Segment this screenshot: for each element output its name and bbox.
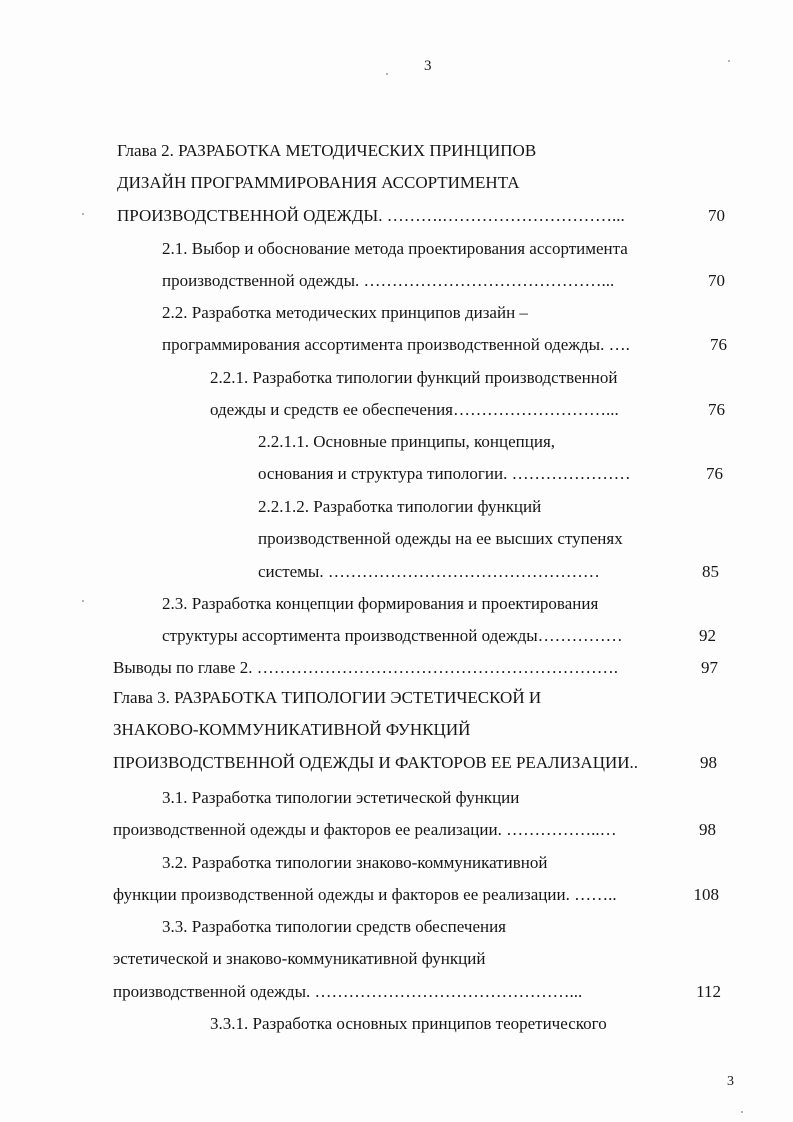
toc-page-number: 108 <box>693 885 719 904</box>
toc-entry-line: 3.1. Разработка типологии эстетической функции <box>162 788 520 807</box>
toc-entry-line: 3.3. Разработка типологии средств обеспечения <box>162 917 507 936</box>
toc-entry-line: производственной одежды. ……………………………………... <box>162 271 615 290</box>
scan-speck <box>728 60 730 62</box>
scan-speck <box>82 600 84 602</box>
toc-entry-line: 2.2. Разработка методических принципов дизайн – <box>162 303 528 322</box>
toc-entry-line: программирования ассортимента производственной одежды. …. <box>162 335 630 354</box>
toc-entry-line: 2.2.1.1. Основные принципы, концепция, <box>258 432 556 451</box>
toc-page-number: 70 <box>708 271 725 290</box>
toc-page-number: 76 <box>710 335 727 354</box>
toc-entry-line: эстетической и знаково-коммуникативной функций <box>113 949 486 968</box>
toc-entry-line: системы. ………………………………………… <box>258 562 600 581</box>
toc-page-number: 92 <box>699 626 716 645</box>
toc-entry-line: Глава 2. РАЗРАБОТКА МЕТОДИЧЕСКИХ ПРИНЦИПОВ <box>117 141 537 160</box>
toc-page-number: 76 <box>708 400 725 419</box>
toc-page-number: 85 <box>702 562 719 581</box>
toc-page-number: 70 <box>708 206 725 225</box>
toc-page-number: 76 <box>706 464 723 483</box>
toc-page-number: 98 <box>700 753 717 772</box>
toc-entry-line: производственной одежды на ее высших ступенях <box>258 529 623 548</box>
toc-entry-line: ЗНАКОВО-КОММУНИКАТИВНОЙ ФУНКЦИЙ <box>113 720 471 739</box>
page-number-bottom: 3 <box>727 1074 734 1089</box>
toc-entry-line: 2.3. Разработка концепции формирования и проектирования <box>162 594 599 613</box>
toc-entry-line: 2.2.1.2. Разработка типологии функций <box>258 497 542 516</box>
toc-page-number: 112 <box>696 982 721 1001</box>
toc-page-number: 98 <box>699 820 716 839</box>
toc-entry-line: структуры ассортимента производственной одежды…………… <box>162 626 623 645</box>
toc-entry-line: Глава 3. РАЗРАБОТКА ТИПОЛОГИИ ЭСТЕТИЧЕСКОЙ И <box>113 688 542 707</box>
toc-entry-line: основания и структура типологии. ………………… <box>258 464 631 483</box>
toc-entry-line: производственной одежды и факторов ее реализации. ……………..… <box>113 820 617 839</box>
toc-entry-line: одежды и средств ее обеспечения………………………... <box>210 400 619 419</box>
page-number-top: 3 <box>424 58 432 74</box>
toc-entry-line: ПРОИЗВОДСТВЕННОЙ ОДЕЖДЫ. ……….…………………………... <box>117 206 625 225</box>
toc-entry-line: производственной одежды. ………………………………………... <box>113 982 583 1001</box>
toc-page-number: 97 <box>701 658 718 677</box>
toc-entry-line: 3.3.1. Разработка основных принципов теоретического <box>210 1014 607 1033</box>
toc-entry-line: Выводы по главе 2. ………………………………………………………. <box>113 658 618 677</box>
toc-entry-line: 2.2.1. Разработка типологии функций производственной <box>210 368 618 387</box>
toc-entry-line: функции производственной одежды и факторов ее реализации. …….. <box>113 885 617 904</box>
toc-entry-line: 2.1. Выбор и обоснование метода проектирования ассортимента <box>162 239 628 258</box>
toc-entry-line: ДИЗАЙН ПРОГРАММИРОВАНИЯ АССОРТИМЕНТА <box>117 173 520 192</box>
toc-entry-line: ПРОИЗВОДСТВЕННОЙ ОДЕЖДЫ И ФАКТОРОВ ЕЕ РЕАЛИЗАЦИИ.. <box>113 753 639 772</box>
scan-speck <box>82 213 84 215</box>
toc-entry-line: 3.2. Разработка типологии знаково-коммуникативной <box>162 853 548 872</box>
scan-speck <box>386 73 388 75</box>
scan-speck <box>741 1111 743 1113</box>
